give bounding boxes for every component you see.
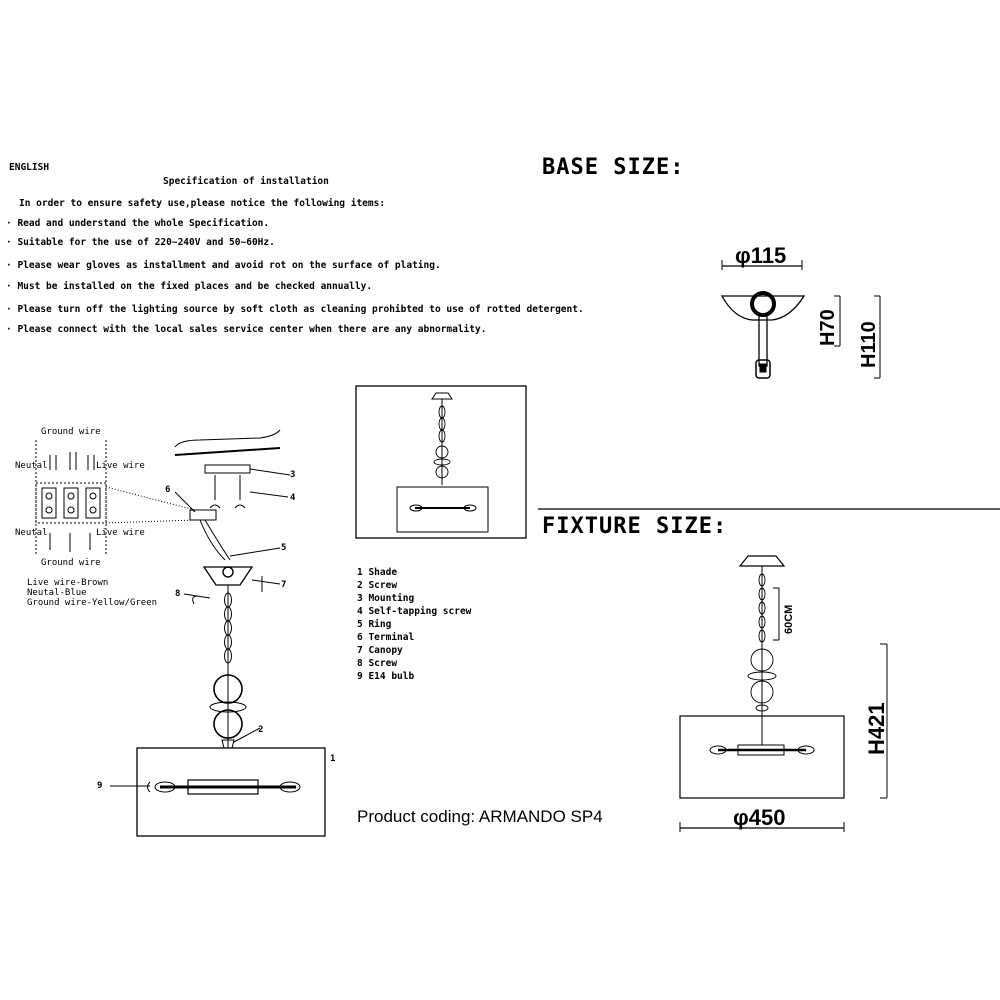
callout-4: 4 (290, 493, 296, 503)
fixture-drawing (680, 556, 887, 832)
ground-wire-bottom-label: Ground wire (41, 558, 101, 568)
part-item: 8 Screw (357, 658, 398, 669)
callout-1: 1 (330, 754, 336, 764)
live-wire-bottom-label: Live wire (96, 528, 145, 538)
spec-intro: In order to ensure safety use,please notice the following items: (19, 198, 386, 209)
language-label: ENGLISH (9, 162, 50, 173)
base-height-h70-label: H70 (817, 309, 839, 346)
spec-item: · Suitable for the use of 220~240V and 50~60Hz. (6, 237, 275, 248)
base-height-h110-label: H110 (858, 321, 880, 368)
callout-5: 5 (281, 543, 287, 553)
neutral-top-label: Neutal (15, 461, 48, 471)
live-wire-top-label: Live wire (96, 461, 145, 471)
neutral-bottom-label: Neutal (15, 528, 48, 538)
part-item: 3 Mounting (357, 593, 415, 604)
product-coding: Product coding: ARMANDO SP4 (357, 807, 603, 826)
base-diameter-label: φ115 (735, 243, 787, 268)
callout-6: 6 (165, 485, 171, 495)
part-item: 4 Self-tapping screw (357, 606, 472, 617)
wire-color-item: Neutal-Blue (27, 588, 87, 598)
spec-item: · Read and understand the whole Specification. (6, 218, 270, 229)
callout-7: 7 (281, 580, 287, 590)
spec-title: Specification of installation (163, 176, 329, 187)
spec-item: · Please turn off the lighting source by soft cloth as cleaning prohibted to use of rotted detergent. (6, 304, 584, 315)
fixture-diameter-label: φ450 (733, 805, 786, 830)
base-drawing (722, 260, 880, 378)
part-item: 2 Screw (357, 580, 398, 591)
ground-wire-top-label: Ground wire (41, 427, 101, 437)
spec-item: · Please wear gloves as installment and avoid rot on the surface of plating. (6, 260, 441, 271)
fixture-size-heading: FIXTURE SIZE: (542, 514, 728, 539)
wire-color-item: Ground wire-Yellow/Green (27, 598, 158, 608)
terminal-block-drawing (36, 440, 195, 555)
base-size-heading: BASE SIZE: (542, 155, 685, 180)
callout-9: 9 (97, 781, 103, 791)
callout-8: 8 (175, 589, 181, 599)
part-item: 1 Shade (357, 567, 398, 578)
callout-3: 3 (290, 470, 296, 480)
part-item: 5 Ring (357, 619, 392, 630)
part-item: 6 Terminal (357, 632, 415, 643)
fixture-height-label: H421 (864, 702, 889, 755)
spec-item: · Must be installed on the fixed places and be checked annually. (6, 281, 373, 292)
fixture-preview-box (356, 386, 526, 538)
wire-color-item: Live wire-Brown (27, 578, 109, 588)
chain-length-label: 60CM (783, 604, 795, 634)
callout-2: 2 (258, 725, 264, 735)
assembly-drawing (110, 430, 325, 836)
part-item: 7 Canopy (357, 645, 403, 656)
spec-item: · Please connect with the local sales service center when there are any abnormality. (6, 324, 487, 335)
part-item: 9 E14 bulb (357, 671, 415, 682)
